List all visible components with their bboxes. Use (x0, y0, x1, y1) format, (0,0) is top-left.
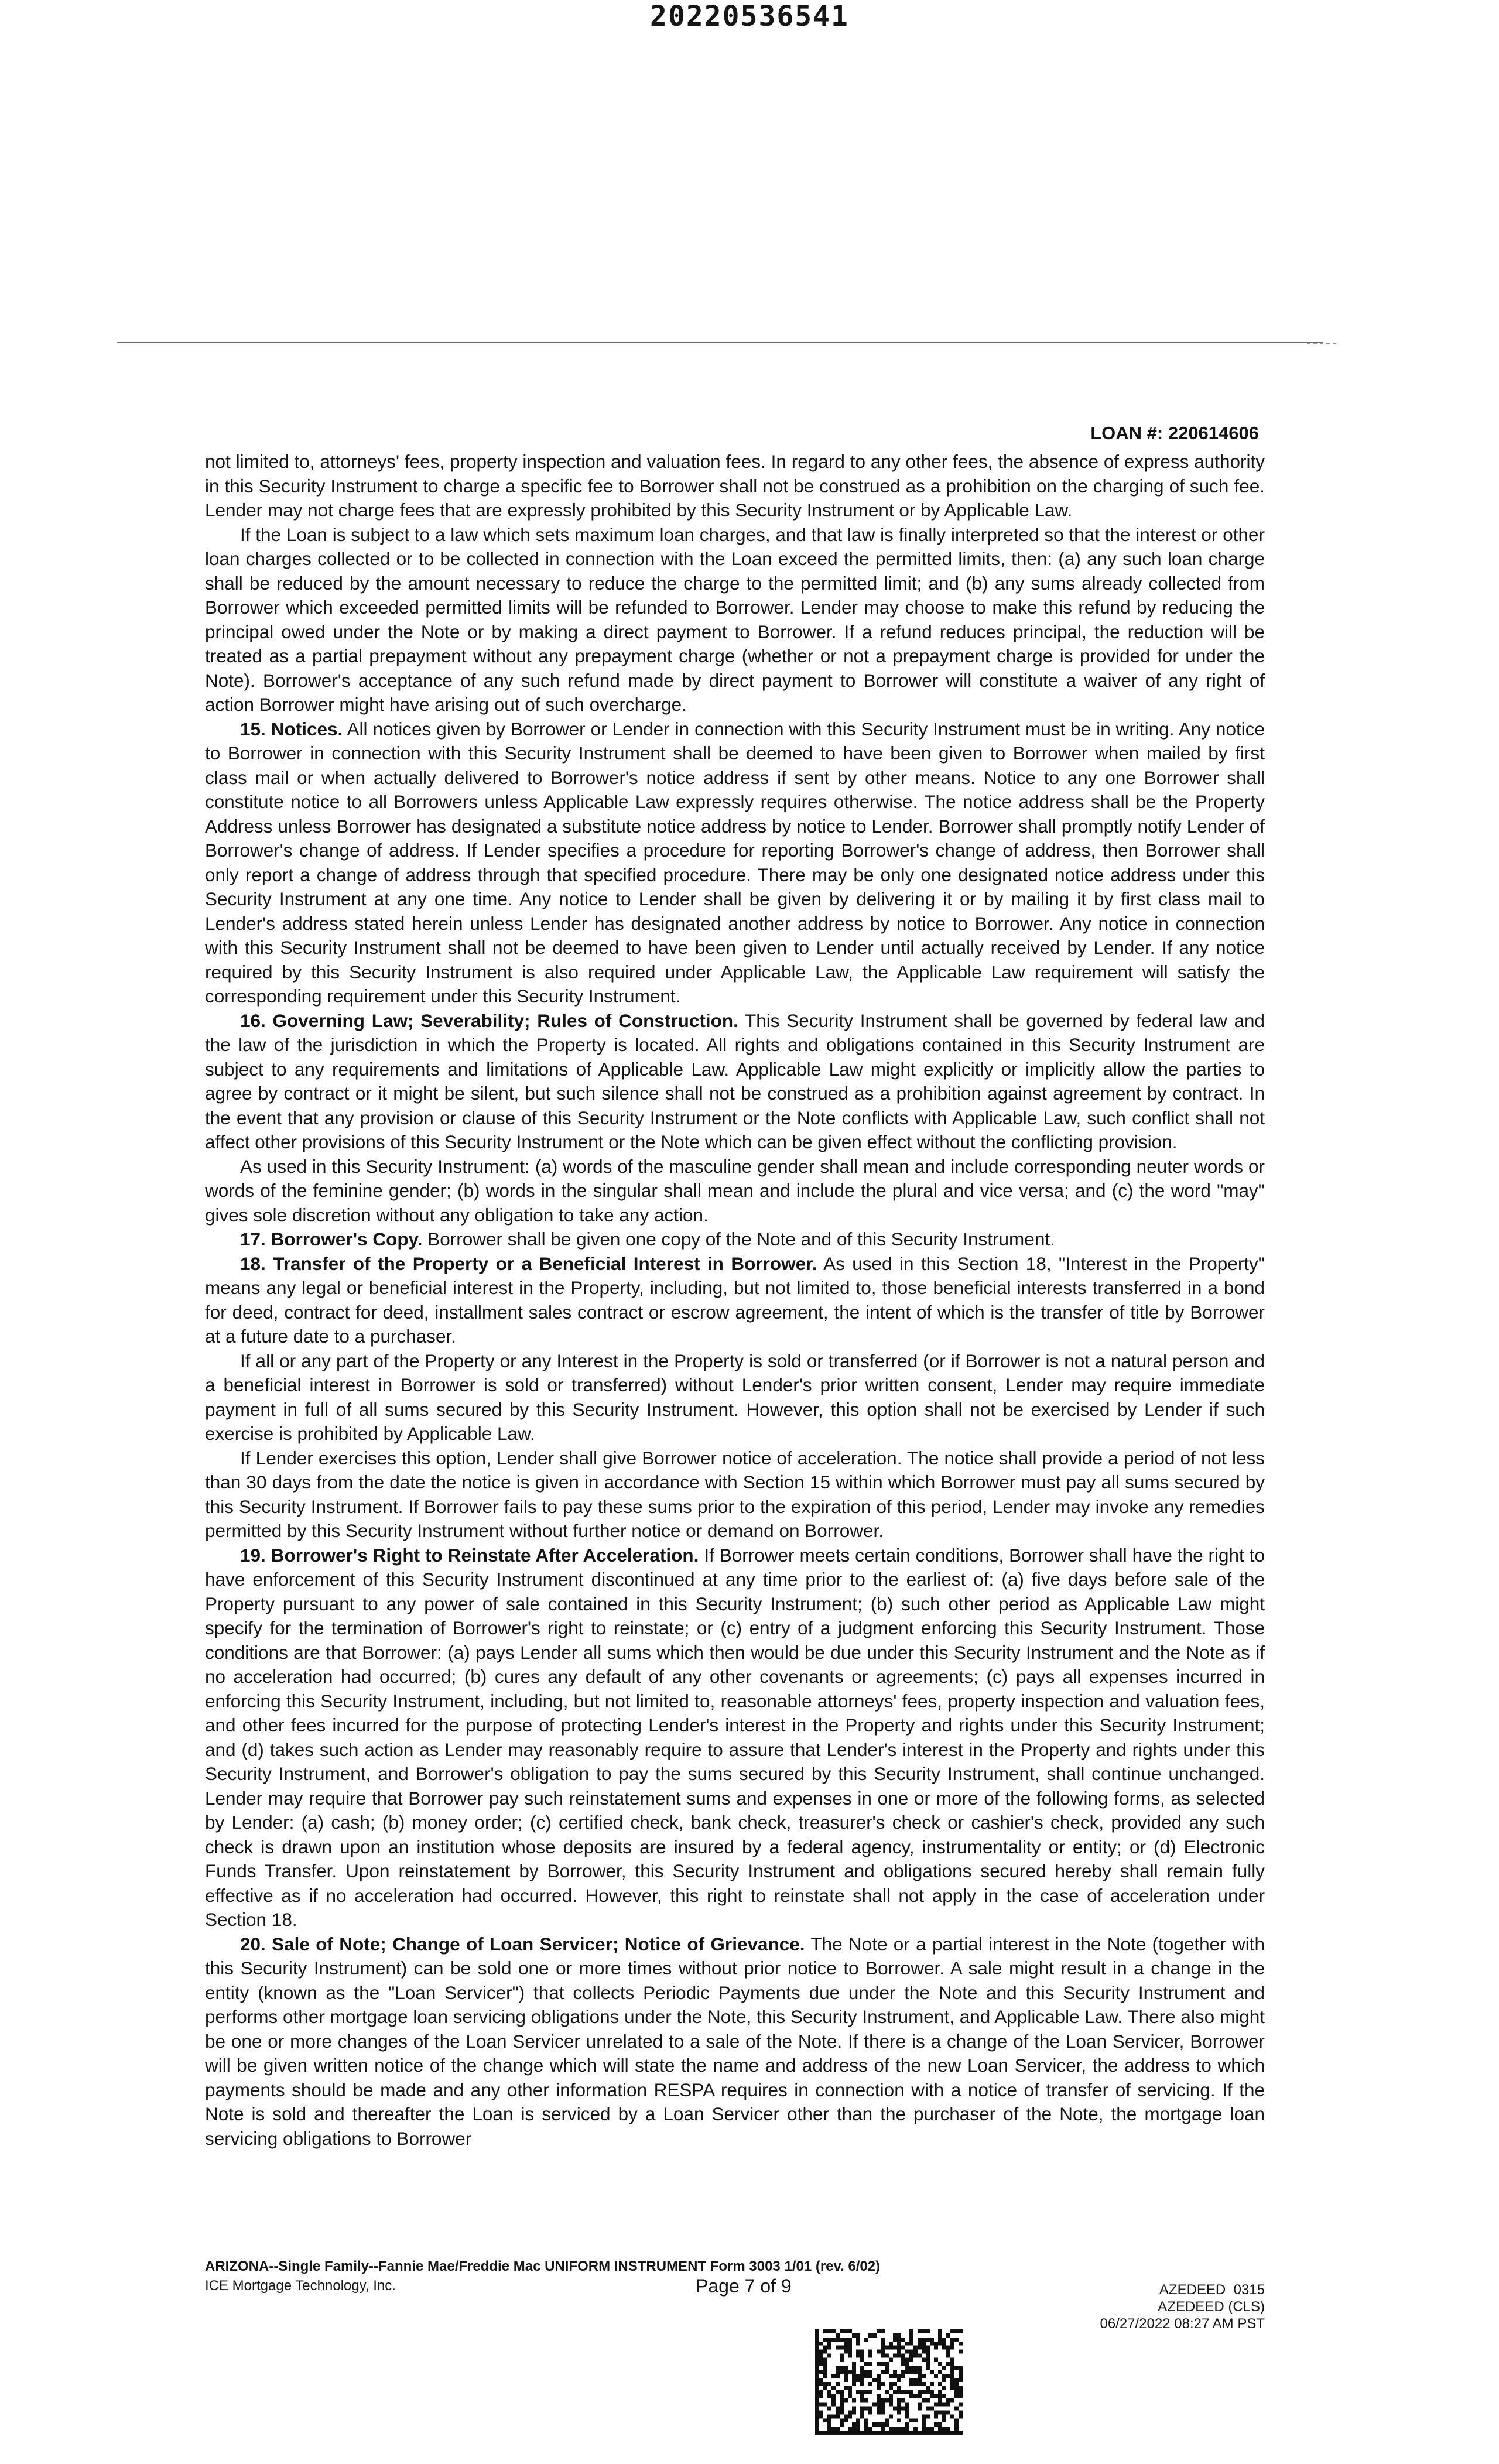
paragraph (205, 717, 1265, 1009)
header-divider (117, 342, 1323, 343)
paragraph-text: not limited to, attorneys' fees, property inspection and valuation fees. In regard to any other fees, the absence of express authority in this Security Instrument to charge a specific fee to Borrower shall not be construed as a prohibition on the charging of such fee. Lender may not charge fees that are expressly prohibited by this Security Instrument or by Applicable Law. (205, 451, 1265, 521)
paragraph (205, 1227, 1265, 1252)
page-number: Page 7 of 9 (696, 2275, 792, 2297)
paragraph-text: As used in this Section 18, "Interest in the Property" means any legal or beneficial interest in the Property, including, but not limited to, those beneficial interests transferred in a bond for deed, contract for deed, installment sales contract or escrow agreement, the intent of which is the transfer of title by Borrower at a future date to a purchaser. (205, 1252, 1265, 1347)
paragraph-text: Borrower shall be given one copy of the Note and of this Security Instrument. (427, 1228, 1055, 1250)
paragraph-text: If the Loan is subject to a law which sets maximum loan charges, and that law is finally interpreted so that the interest or other loan charges collected or to be collected in connection with the Loan exceed the permitted limits, then: (a) any such loan charge shall be reduced by the amount necessary to reduce the charge to the permitted limit; and (b) any sums already collected from Borrower which exceeded permitted limits will be refunded to Borrower. Lender may choose to make this refund by reducing the principal owed under the Note or by making a direct payment to Borrower. If a refund reduces principal, the reduction will be treated as a partial prepayment without any prepayment charge (whether or not a prepayment charge is provided for under the Note). Borrower's acceptance of any such refund made by direct payment to Borrower will constitute a waiver of any right of action Borrower might have arising out of such overcharge. (205, 523, 1265, 715)
header-divider-tail (1307, 343, 1336, 344)
section-heading: 15. Notices. (240, 718, 343, 740)
paragraph-text: If Borrower meets certain conditions, Borrower shall have the right to have enforcement of this Security Instrument discontinued at any time prior to the earliest of: (a) five days before sale of the Property pursuant to any power of sale contained in this Security Instrument; (b) such other period as Applicable Law might specify for the termination of Borrower's right to reinstate; or (c) entry of a judgment enforcing this Security Instrument. Those conditions are that Borrower: (a) pays Lender all sums which then would be due under this Security Instrument and the Note as if no acceleration had occurred; (b) cures any default of any other covenants or agreements; (c) pays all expenses incurred in enforcing this Security Instrument, including, but not limited to, reasonable attorneys' fees, property inspection and valuation fees, and other fees incurred for the purpose of protecting Lender's interest in the Property and rights under this Security Instrument; and (d) takes such action as Lender may reasonably require to assure that Lender's interest in the Property and rights under this Security Instrument, and Borrower's obligation to pay the sums secured by this Security Instrument, shall continue unchanged. Lender may require that Borrower pay such reinstatement sums and expenses in one or more of the following forms, as selected by Lender: (a) cash; (b) money order; (c) certified check, bank check, treasurer's check or cashier's check, provided any such check is drawn upon an institution whose deposits are insured by a federal agency, instrumentality or entity; or (d) Electronic Funds Transfer. Upon reinstatement by Borrower, this Security Instrument and obligations secured hereby shall remain fully effective as if no acceleration had occurred. However, this right to reinstate shall not apply in the case of acceleration under Section 18. (205, 1544, 1265, 1930)
paragraph (205, 523, 1265, 717)
paragraph (205, 1932, 1265, 2151)
paragraph-text: All notices given by Borrower or Lender in connection with this Security Instrument must be in writing. Any notice to Borrower in connection with this Security Instrument shall be deemed to have been given to Borrower when mailed by first class mail or when actually delivered to Borrower's notice address if sent by other means. Notice to any one Borrower shall constitute notice to all Borrowers unless Applicable Law expressly requires otherwise. The notice address shall be the Property Address unless Borrower has designated a substitute notice address by notice to Lender. Borrower shall promptly notify Lender of Borrower's change of address. If Lender specifies a procedure for reporting Borrower's change of address, then Borrower shall only report a change of address through that specified procedure. There may be only one designated notice address under this Security Instrument at any one time. Any notice to Lender shall be given by delivering it or by mailing it by first class mail to Lender's address stated herein unless Lender has designated another address by notice to Borrower. Any notice in connection with this Security Instrument shall not be deemed to have been given to Lender until actually received by Lender. If any notice required by this Security Instrument is also required under Applicable Law, the Applicable Law requirement will satisfy the corresponding requirement under this Security Instrument. (205, 718, 1265, 1007)
section-heading: 19. Borrower's Right to Reinstate After Acceleration. (240, 1544, 699, 1566)
paragraph (205, 1446, 1265, 1544)
paragraph-text: As used in this Security Instrument: (a) words of the masculine gender shall mean and include corresponding neuter words or words of the feminine gender; (b) words in the singular shall mean and include the plural and vice versa; and (c) the word "may" gives sole discretion without any obligation to take any action. (205, 1155, 1265, 1226)
form-code: AZEDEED 0315 (1159, 2282, 1265, 2298)
paragraph (205, 1252, 1265, 1349)
paragraph (205, 1155, 1265, 1228)
section-heading: 17. Borrower's Copy. (240, 1228, 423, 1250)
section-heading: 18. Transfer of the Property or a Beneficial Interest in Borrower. (240, 1252, 817, 1274)
form-code-cls: AZEDEED (CLS) (1158, 2299, 1265, 2315)
company-name: ICE Mortgage Technology, Inc. (205, 2278, 396, 2294)
recording-number: 20220536541 (650, 0, 849, 33)
paragraph (205, 1349, 1265, 1446)
document-body (205, 450, 1265, 2151)
paragraph (205, 450, 1265, 523)
section-heading: 20. Sale of Note; Change of Loan Servicer; Notice of Grievance. (240, 1933, 805, 1955)
section-heading: 16. Governing Law; Severability; Rules of Construction. (240, 1009, 738, 1031)
footer-codes (1100, 2281, 1265, 2332)
paragraph-text: This Security Instrument shall be governed by federal law and the law of the jurisdiction in which the Property is located. All rights and obligations contained in this Security Instrument are subject to any requirements and limitations of Applicable Law. Applicable Law might explicitly or implicitly allow the parties to agree by contract or it might be silent, but such silence shall not be construed as a prohibition against agreement by contract. In the event that any provision or clause of this Security Instrument or the Note conflicts with Applicable Law, such conflict shall not affect other provisions of this Security Instrument or the Note which can be given effect without the conflicting provision. (205, 1009, 1265, 1152)
loan-number: LOAN #: 220614606 (1090, 423, 1259, 443)
paragraph-text: The Note or a partial interest in the Note (together with this Security Instrument) can be sold one or more times without prior notice to Borrower. A sale might result in a change in the entity (known as the "Loan Servicer") that collects Periodic Payments due under the Note and this Security Instrument and performs other mortgage loan servicing obligations under the Note, this Security Instrument, and Applicable Law. There also might be one or more changes of the Loan Servicer unrelated to a sale of the Note. If there is a change of the Loan Servicer, Borrower will be given written notice of the change which will state the name and address of the new Loan Servicer, the address to which payments should be made and any other information RESPA requires in connection with a notice of transfer of servicing. If the Note is sold and thereafter the Loan is serviced by a Loan Servicer other than the purchaser of the Note, the mortgage loan servicing obligations to Borrower (205, 1933, 1265, 2149)
print-timestamp: 06/27/2022 08:27 AM PST (1100, 2316, 1265, 2332)
qr-code-icon (815, 2329, 963, 2435)
form-line: ARIZONA--Single Family--Fannie Mae/Freddie Mac UNIFORM INSTRUMENT Form 3003 1/01 (rev. 6/02) (205, 2258, 881, 2274)
paragraph (205, 1009, 1265, 1155)
paragraph-text: If Lender exercises this option, Lender shall give Borrower notice of acceleration. The notice shall provide a period of not less than 30 days from the date the notice is given in accordance with Section 15 within which Borrower must pay all sums secured by this Security Instrument. If Borrower fails to pay these sums prior to the expiration of this period, Lender may invoke any remedies permitted by this Security Instrument without further notice or demand on Borrower. (205, 1447, 1265, 1541)
paragraph-text: If all or any part of the Property or any Interest in the Property is sold or transferred (or if Borrower is not a natural person and a beneficial interest in Borrower is sold or transferred) without Lender's prior written consent, Lender may require immediate payment in full of all sums secured by this Security Instrument. However, this option shall not be exercised by Lender if such exercise is prohibited by Applicable Law. (205, 1350, 1265, 1444)
paragraph (205, 1544, 1265, 1932)
